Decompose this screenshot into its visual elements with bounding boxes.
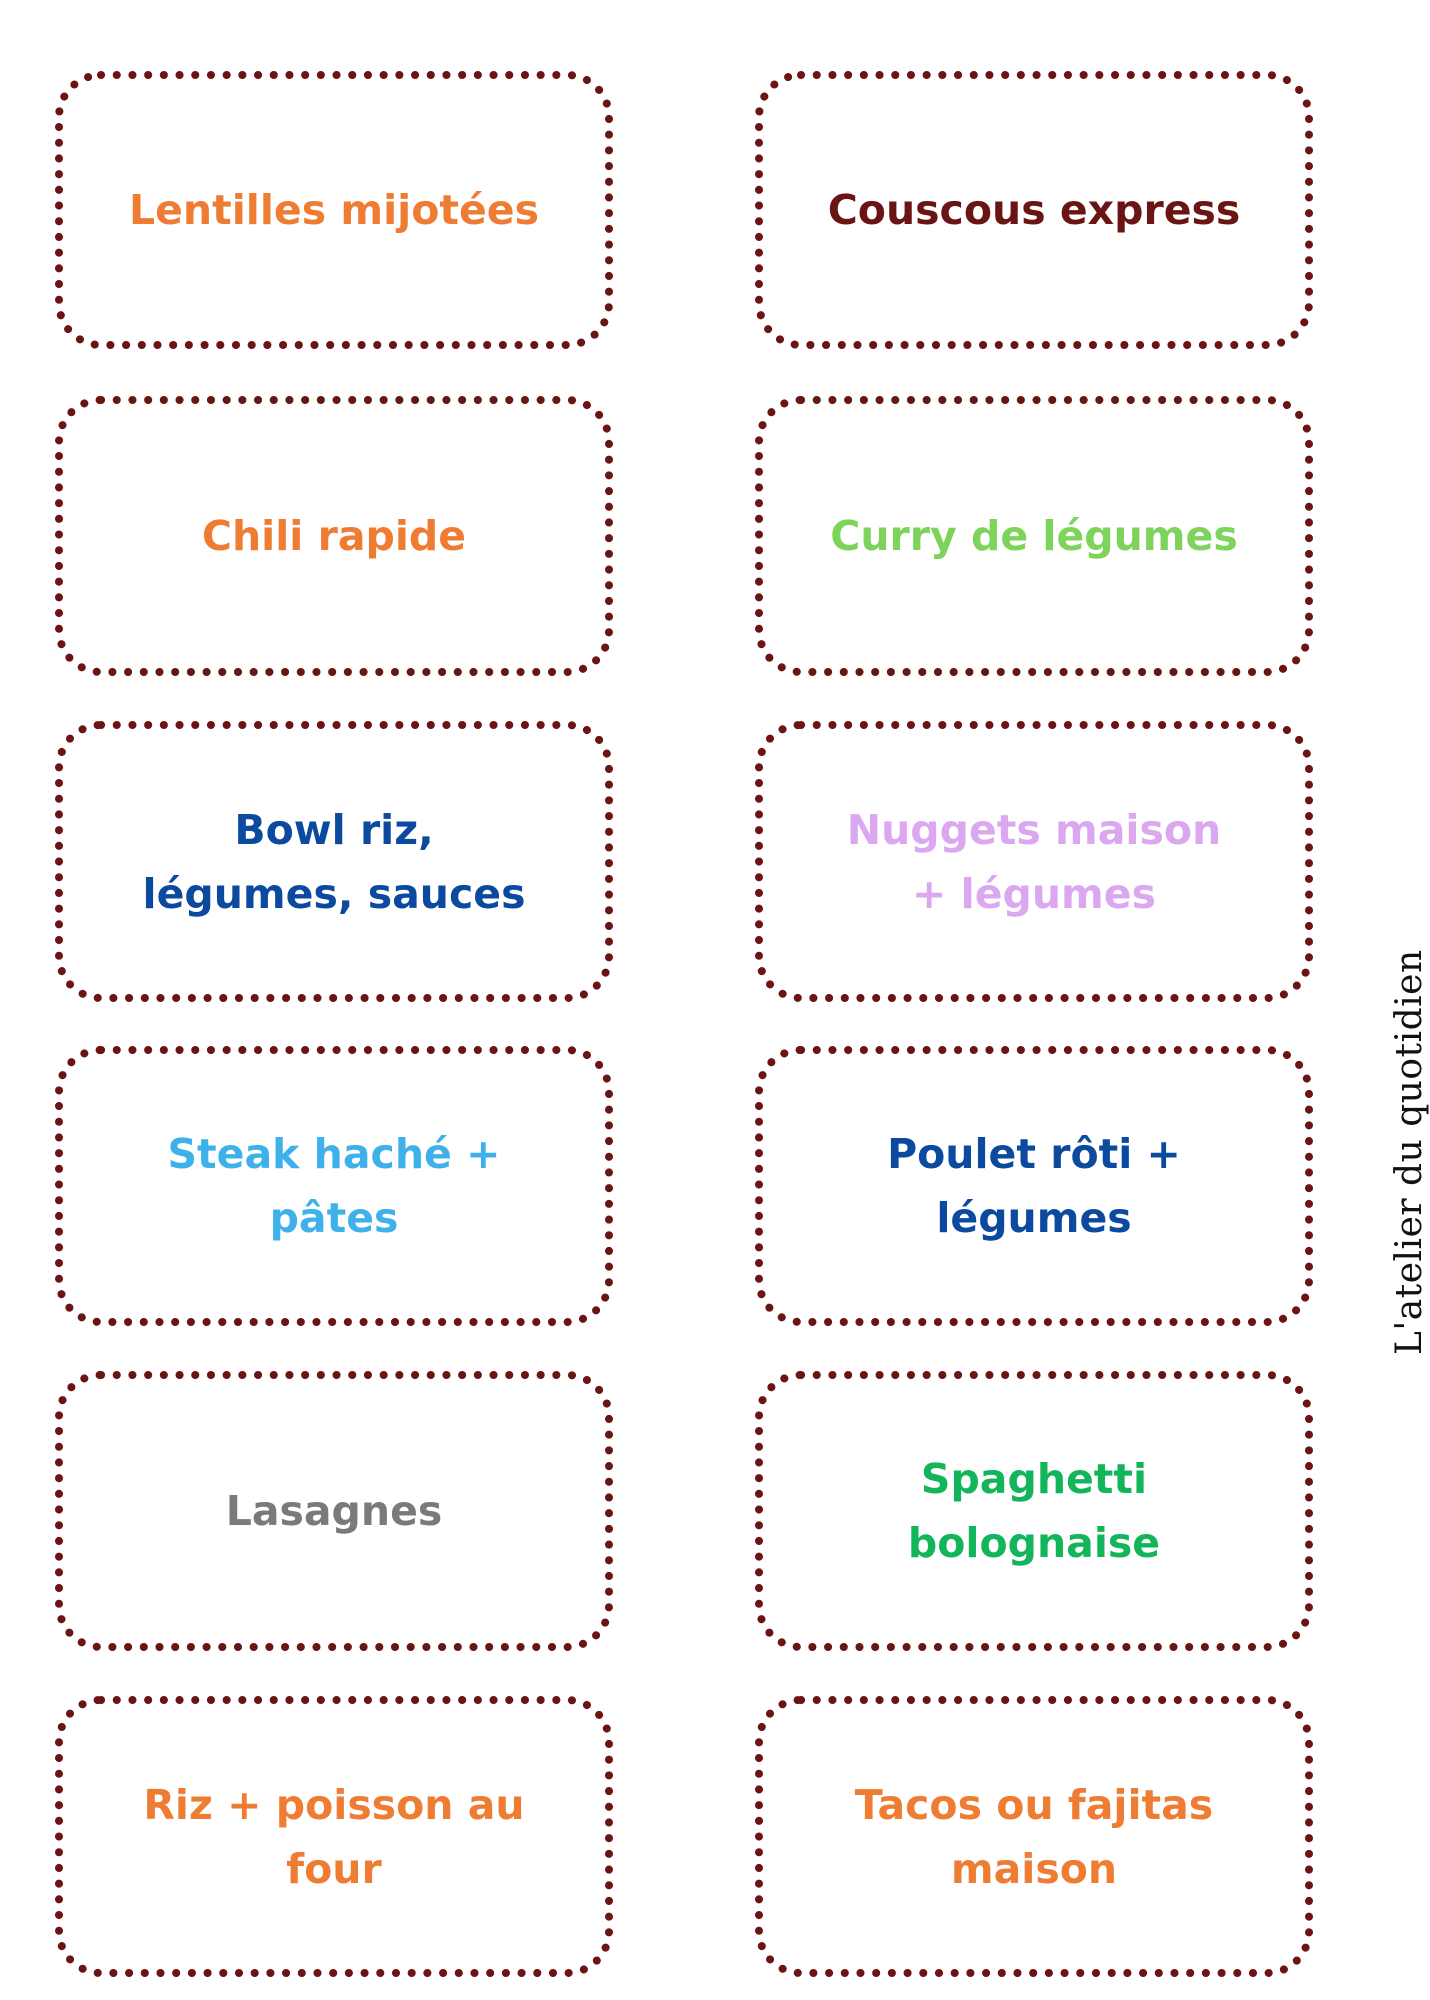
card-label: Lentilles mijotées	[129, 186, 539, 234]
card-label: Steak haché + pâtes	[167, 1130, 501, 1242]
card-tacos-fajitas	[754, 1695, 1314, 1978]
card-label: Nuggets maison + légumes	[846, 805, 1222, 918]
card-label: Curry de légumes	[830, 512, 1238, 560]
card-label: Bowl riz, légumes, sauces	[142, 805, 526, 918]
brand-signature: L'atelier du quotidien	[1389, 949, 1430, 1355]
card-poulet-roti	[754, 1045, 1314, 1327]
card-nuggets-maison	[754, 720, 1314, 1003]
card-label: Lasagnes	[225, 1487, 443, 1535]
card-lentilles-mijotees	[54, 70, 614, 350]
card-riz-poisson	[54, 1695, 614, 1978]
card-lasagnes	[54, 1370, 614, 1652]
card-label: Spaghetti bolognaise	[907, 1455, 1161, 1567]
card-label: Poulet rôti + légumes	[887, 1130, 1181, 1242]
card-label: Riz + poisson au four	[143, 1780, 525, 1893]
card-label: Tacos ou fajitas maison	[854, 1780, 1214, 1893]
card-curry-de-legumes	[754, 395, 1314, 677]
card-label: Couscous express	[827, 186, 1241, 234]
card-steak-hache	[54, 1045, 614, 1327]
card-bowl-riz	[54, 720, 614, 1003]
card-chili-rapide	[54, 395, 614, 677]
card-label: Chili rapide	[201, 512, 467, 560]
card-couscous-express	[754, 70, 1314, 350]
card-spaghetti-bolognaise	[754, 1370, 1314, 1652]
